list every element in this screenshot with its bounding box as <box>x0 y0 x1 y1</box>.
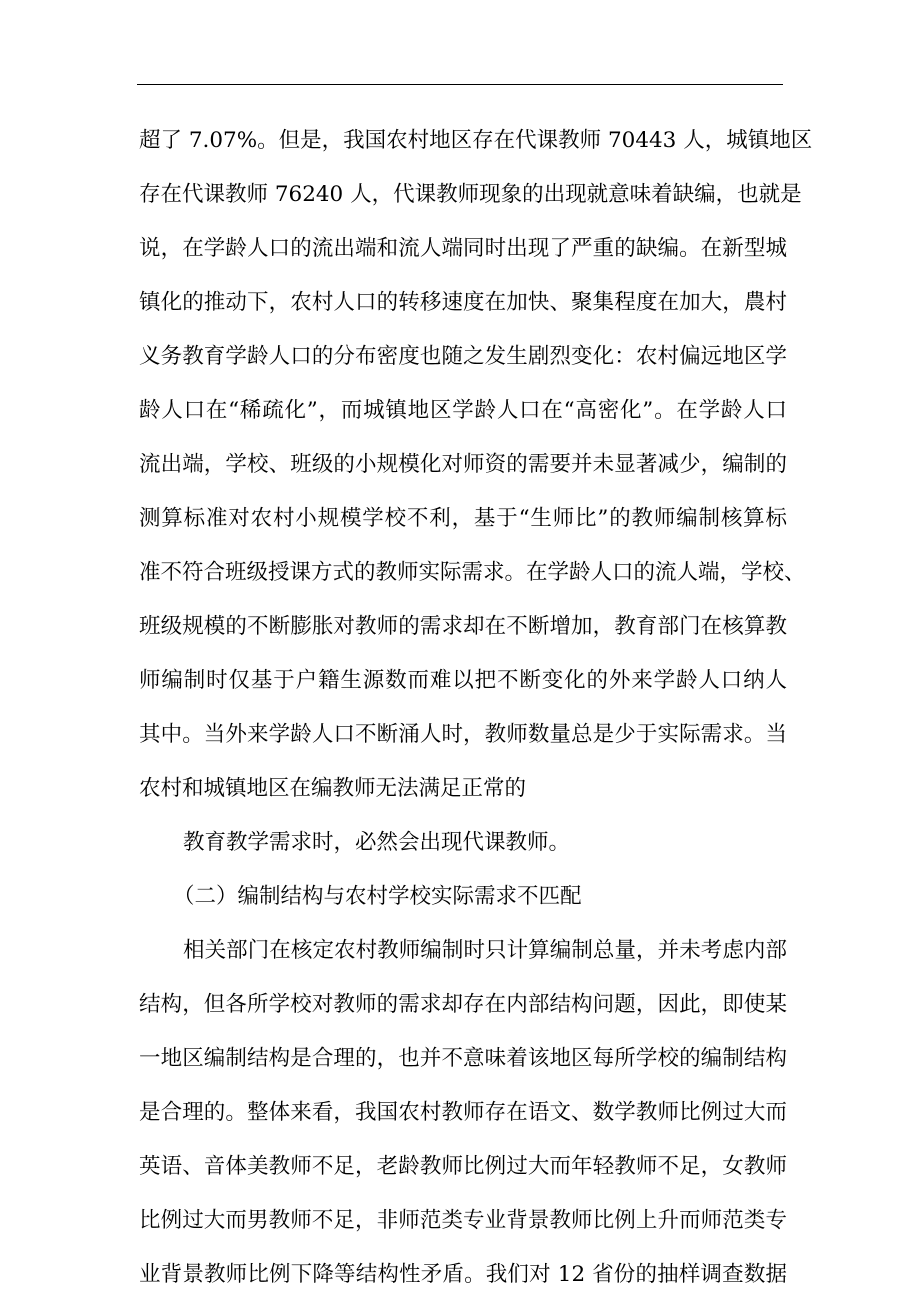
header-rule <box>137 84 783 85</box>
text-line: 存在代课教师 76240 人，代课教师现象的出现就意味着缺编，也就是 <box>139 182 802 207</box>
text-line: 相关部门在核定农村教师编制时只计算编制总量，并未考虑内部 <box>183 938 787 963</box>
heading-text: （二）编制结构与农村学校实际需求不匹配 <box>173 884 582 909</box>
text-line: 义务教育学龄人口的分布密度也随之发生剧烈变化：农村偏远地区学 <box>139 344 787 369</box>
paragraph-1 <box>139 114 813 816</box>
document-body <box>139 114 813 1302</box>
text-line: 说，在学龄人口的流出端和流人端同时出现了严重的缺编。在新型城 <box>139 236 787 261</box>
text-line: 其中。当外来学龄人口不断涌人时，教师数量总是少于实际需求。当 <box>139 722 787 747</box>
text-line: 师编制时仅基于户籍生源数而难以把不断变化的外来学龄人口纳人 <box>139 668 787 693</box>
text-line: 结构，但各所学校对教师的需求却存在内部结构问题，因此，即使某 <box>139 992 787 1017</box>
text-line: 龄人口在“稀疏化”，而城镇地区学龄人口在“高密化”。在学龄人口 <box>139 398 787 423</box>
text-line: 英语、音体美教师不足，老龄教师比例过大而年轻教师不足，女教师 <box>139 1154 787 1179</box>
paragraph-3 <box>139 924 787 1302</box>
text-line: 测算标准对农村小规模学校不利，基于“生师比”的教师编制核算标 <box>139 506 787 531</box>
paragraph-2 <box>139 816 787 870</box>
text-line: 业背景教师比例下降等结构性矛盾。我们对 12 省份的抽样调查数据 <box>139 1262 787 1287</box>
section-heading <box>139 870 787 924</box>
text-line: 流出端，学校、班级的小规模化对师资的需要并未显著减少，编制的 <box>139 452 787 477</box>
text-line: 一地区编制结构是合理的，也并不意味着该地区每所学校的编制结构 <box>139 1046 787 1071</box>
text-line: 比例过大而男教师不足，非师范类专业背景教师比例上升而师范类专 <box>139 1208 787 1233</box>
text-line: 镇化的推动下，农村人口的转移速度在加快、聚集程度在加大，農村 <box>139 290 787 315</box>
text-line: 农村和城镇地区在编教师无法满足正常的 <box>139 776 527 801</box>
text-line: 是合理的。整体来看，我国农村教师存在语文、数学教师比例过大而 <box>139 1100 787 1125</box>
text-line: 教育教学需求时，必然会出现代课教师。 <box>183 830 571 855</box>
text-line: 准不符合班级授课方式的教师实际需求。在学龄人口的流人端，学校、 <box>139 560 806 585</box>
text-line: 班级规模的不断膨胀对教师的需求却在不断增加，教育部门在核算教 <box>139 614 787 639</box>
text-line: 超了 7.07%。但是，我国农村地区存在代课教师 70443 人，城镇地区 <box>139 128 813 153</box>
